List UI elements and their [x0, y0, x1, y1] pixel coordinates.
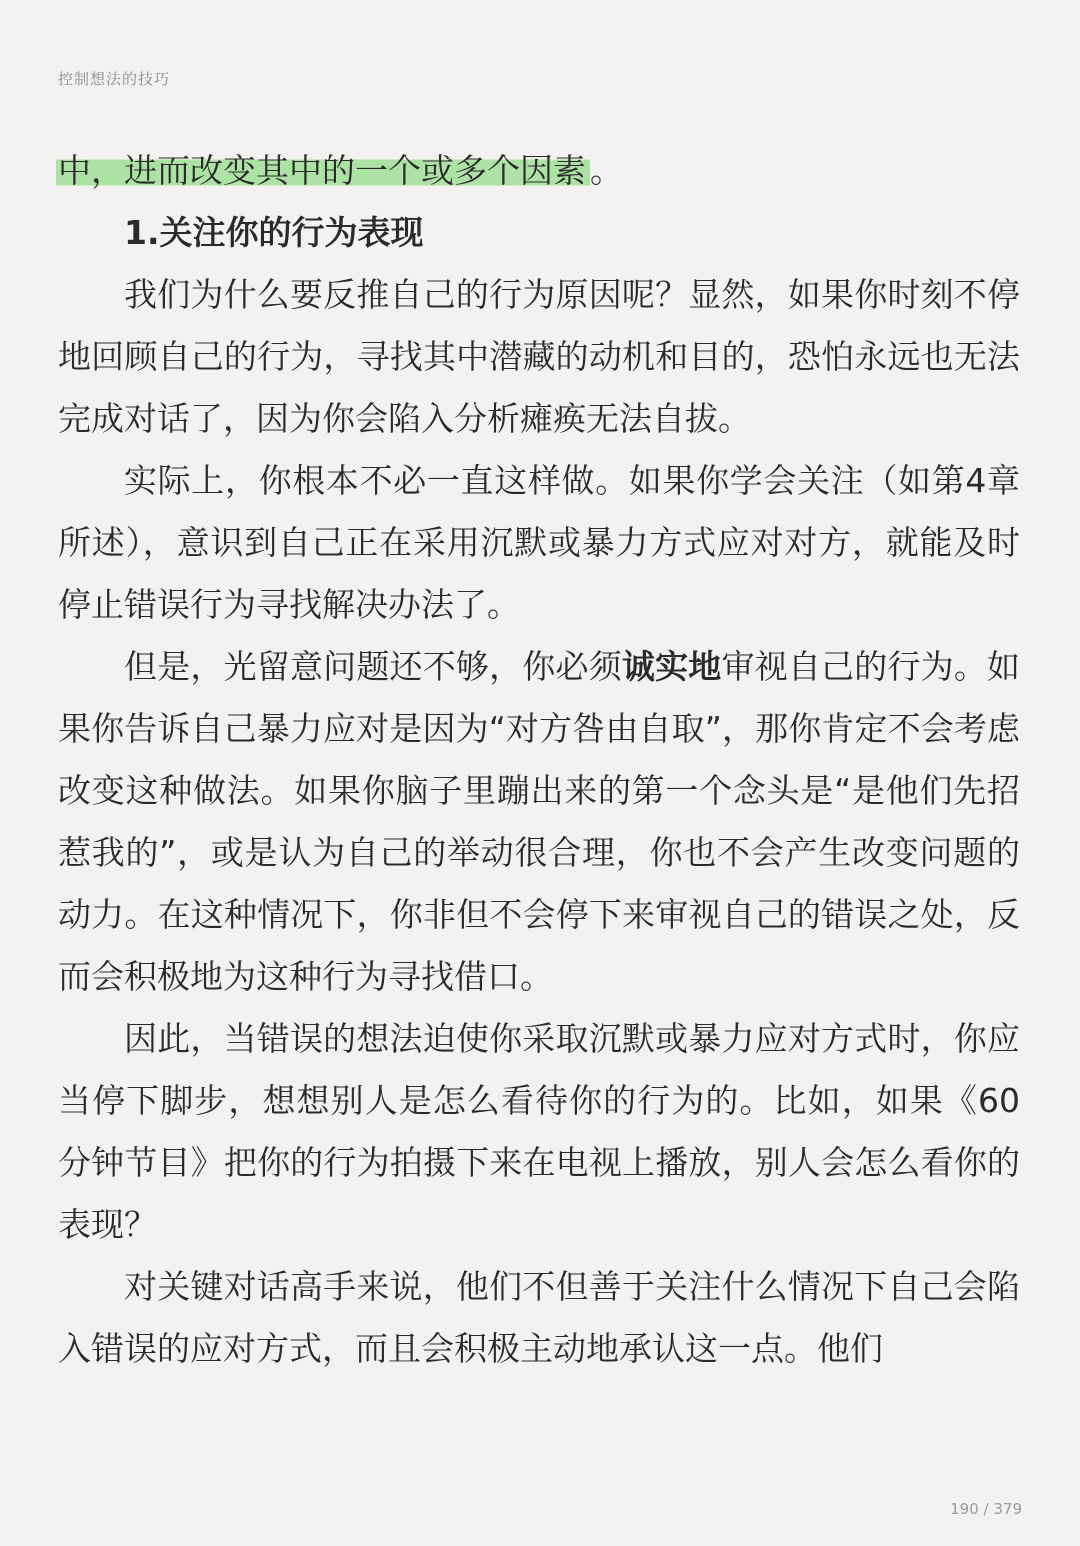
paragraph-1: 我们为什么要反推自己的行为原因呢？显然，如果你时刻不停地回顾自己的行为，寻找其中潜藏的动机和目的，恐怕永远也无法完成对话了，因为你会陷入分析瘫痪无法自拔。	[58, 275, 1020, 438]
page-content	[58, 140, 1020, 1380]
paragraph-5: 对关键对话高手来说，他们不但善于关注什么情况下自己会陷入错误的应对方式，而且会积极主动地承认这一点。他们	[58, 1267, 1020, 1368]
highlighted-text[interactable]: 中，进而改变其中的一个或多个因素	[56, 151, 590, 190]
paragraph-3-before: 但是，光留意问题还不够，你必须	[124, 647, 622, 686]
continued-end: 。	[590, 151, 623, 190]
section-heading: 1.关注你的行为表现	[124, 213, 424, 252]
page-number: 190 / 379	[950, 1500, 1022, 1518]
paragraph-4: 因此，当错误的想法迫使你采取沉默或暴力应对方式时，你应当停下脚步，想想别人是怎么看待你的行为的。比如，如果《60分钟节目》把你的行为拍摄下来在电视上播放，别人会怎么看你的表现？	[58, 1019, 1020, 1244]
paragraph-2: 实际上，你根本不必一直这样做。如果你学会关注（如第4章所述），意识到自己正在采用沉默或暴力方式应对对方，就能及时停止错误行为寻找解决办法了。	[58, 461, 1020, 624]
continued-paragraph	[58, 140, 1020, 202]
bold-emphasis: 诚实地	[621, 647, 722, 686]
paragraph-3	[58, 636, 1020, 1008]
chapter-title: 控制想法的技巧	[58, 70, 171, 88]
paragraph-3-after: 审视自己的行为。如果你告诉自己暴力应对是因为“对方咎由自取”，那你肯定不会考虑改变这种做法。如果你脑子里蹦出来的第一个念头是“是他们先招惹我的”，或是认为自己的举动很合理，你也不会产生改变问题的动力。在这种情况下，你非但不会停下来审视自己的错误之处，反而会积极地为这种行为寻找借口。	[58, 647, 1021, 996]
